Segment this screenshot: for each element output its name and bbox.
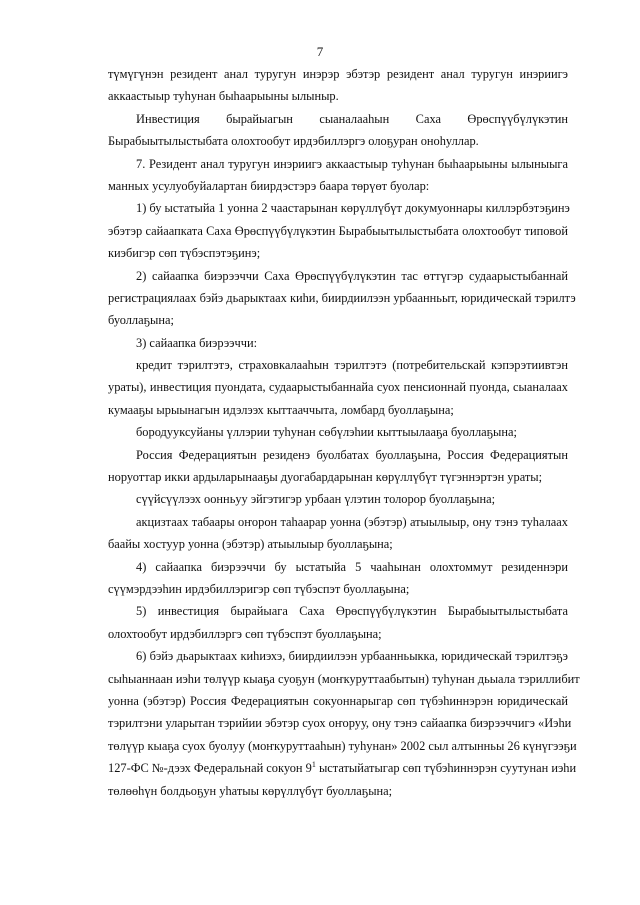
text-line bbox=[108, 421, 568, 443]
line-text: бородууксуйаны үллэрии туһунан сөбүлэһии кыттыылааҕа буоллаҕына; bbox=[136, 425, 517, 440]
text-line bbox=[108, 220, 568, 242]
text-line bbox=[108, 85, 568, 107]
line-text: кредит тэрилтэтэ, страховкалааһын тэрилтэтэ (потребительскай кэпэрэтиивтэн bbox=[136, 358, 568, 373]
text-line bbox=[108, 63, 568, 85]
superscript: 1 bbox=[311, 760, 316, 770]
text-line bbox=[108, 645, 568, 667]
text-line bbox=[108, 511, 568, 533]
text-line bbox=[108, 287, 576, 309]
line-text: регистрациялаах бэйэ дьарыктаах киһи, биирдиилээн урбаанньыт, юридическай тэрилтэ bbox=[108, 290, 576, 305]
line-text: тэрилтэни уларытан тэрийии эбэтэр суох оҥоруу, ону тэнэ сайаапка биэрээччигэ «Иэһи bbox=[108, 716, 572, 731]
line-text: уонна (эбэтэр) Россия Федерациятын сокуоннарыгар сөп түбэһиннэрэн юридическай bbox=[108, 693, 568, 708]
line-text: 5) инвестиция бырайыага Саха Өрөспүүбүлүкэтин Бырабыытылыстыбата bbox=[136, 604, 568, 619]
line-text: сыһыаннаан иэһи төлүүр кыаҕа суоҕун (моҥкуруттаабытын) туһунан дьыала тэриллибит bbox=[108, 671, 580, 686]
text-line bbox=[108, 309, 568, 331]
line-text: олохтообут ирдэбиллэргэ сөп түбэспэт буоллаҕына; bbox=[108, 626, 382, 641]
line-text: 6) бэйэ дьарыктаах киһиэхэ, биирдиилээн урбаанньыкка, юридическай тэрилтэҕэ bbox=[136, 649, 568, 664]
text-line bbox=[108, 556, 568, 578]
line-text: кумааҕы ырыынагын идэлээх кыттааччыта, ломбард буоллаҕына; bbox=[108, 402, 454, 417]
line-text: сүүйсүүлээх оонньуу эйгэтигэр урбаан үлэтин толорор буоллаҕына; bbox=[136, 492, 496, 507]
line-text: акцизтаах табаары оҥорон таһаарар уонна (эбэтэр) атыылыыр, ону тэнэ туһалаах bbox=[136, 514, 568, 529]
page-number: 7 bbox=[316, 44, 324, 59]
line-text: 2) сайаапка биэрээччи Саха Өрөспүүбүлүкэтин тас өттүгэр судаарыстыбаннай bbox=[136, 268, 568, 283]
body-text bbox=[108, 63, 580, 802]
line-text: норуоттар икки ардыларынааҕы дуогабардарынан көрүллүбүт түгэннэртэн ураты; bbox=[108, 470, 543, 485]
text-line bbox=[108, 399, 568, 421]
text-line bbox=[108, 735, 577, 757]
line-text-continued: ыстатыйатыгар сөп түбэһиннэрэн суутунан иэһи bbox=[315, 761, 577, 776]
text-line bbox=[108, 197, 568, 219]
line-text: Инвестиция бырайыагын сыаналааһын Саха Өрөспүүбүлүкэтин bbox=[136, 111, 568, 126]
text-line bbox=[108, 175, 568, 197]
text-line bbox=[108, 690, 568, 712]
line-text: төлөөһүн болдьоҕун уһатыы көрүллүбүт буоллаҕына; bbox=[108, 783, 393, 798]
line-text: баайы хостуур уонна (эбэтэр) атыылыыр буоллаҕына; bbox=[108, 537, 393, 552]
line-text: аккаастыыр туһунан быһаарыыны ылыныр. bbox=[108, 89, 339, 104]
text-line bbox=[108, 757, 577, 779]
text-line bbox=[108, 668, 580, 690]
line-text: 4) сайаапка биэрээччи бу ыстатыйа 5 чааһынан олохтоммут резиденнэри bbox=[136, 559, 568, 574]
text-line bbox=[108, 712, 572, 734]
text-line bbox=[108, 130, 568, 152]
text-line bbox=[108, 600, 568, 622]
line-text: 127-ФС №-дээх Федеральнай сокуон 9 bbox=[108, 761, 312, 776]
text-line bbox=[108, 623, 568, 645]
text-line bbox=[108, 466, 568, 488]
line-text: киэбигэр сөп түбэспэтэҕинэ; bbox=[108, 246, 261, 261]
line-text: ураты), инвестиция пуондата, судаарыстыбаннайа суох пенсионнай пуонда, сыаналаах bbox=[108, 380, 568, 395]
line-text: манных усулуобуйалартан биирдэстэрэ баара төрүөт буолар: bbox=[108, 178, 430, 193]
text-line bbox=[108, 354, 568, 376]
text-line bbox=[108, 153, 568, 175]
text-line bbox=[108, 578, 568, 600]
line-text: түмүгүнэн резидент анал туругун инэрэр эбэтэр резидент анал туругун инэриигэ bbox=[108, 67, 568, 81]
line-text: сүүмэрдээһин ирдэбиллэригэр сөп түбэспэт буоллаҕына; bbox=[108, 581, 410, 596]
text-line bbox=[108, 488, 568, 510]
text-line bbox=[108, 780, 568, 802]
line-text: төлүүр кыаҕа суох буолуу (моҥкуруттааһын) туһунан» 2002 сыл алтынньы 26 күнүгээҕи bbox=[108, 738, 577, 753]
text-line bbox=[108, 376, 568, 398]
line-text: эбэтэр сайаапката Саха Өрөспүүбүлүкэтин Бырабыытылыстыбата олохтообут типовой bbox=[108, 223, 568, 238]
line-text: Россия Федерациятын резиденэ буолбатах буоллаҕына, Россия Федерациятын bbox=[136, 447, 568, 462]
line-text: 1) бу ыстатыйа 1 уонна 2 чаастарынан көрүллүбүт докумуоннары киллэрбэтэҕинэ bbox=[136, 201, 570, 216]
text-line bbox=[108, 444, 568, 466]
text-line bbox=[108, 332, 568, 354]
text-line bbox=[108, 242, 568, 264]
text-line bbox=[108, 265, 568, 287]
text-line bbox=[108, 108, 568, 130]
line-text: 7. Резидент анал туругун инэриигэ аккаастыыр туһунан быһаарыыны ылыныыга bbox=[136, 156, 568, 171]
text-line bbox=[108, 533, 568, 555]
line-text: Бырабыытылыстыбата олохтообут ирдэбиллэргэ олоҕуран оноһуллар. bbox=[108, 134, 479, 149]
line-text: буоллаҕына; bbox=[108, 313, 174, 328]
line-text: 3) сайаапка биэрээччи: bbox=[136, 335, 258, 350]
